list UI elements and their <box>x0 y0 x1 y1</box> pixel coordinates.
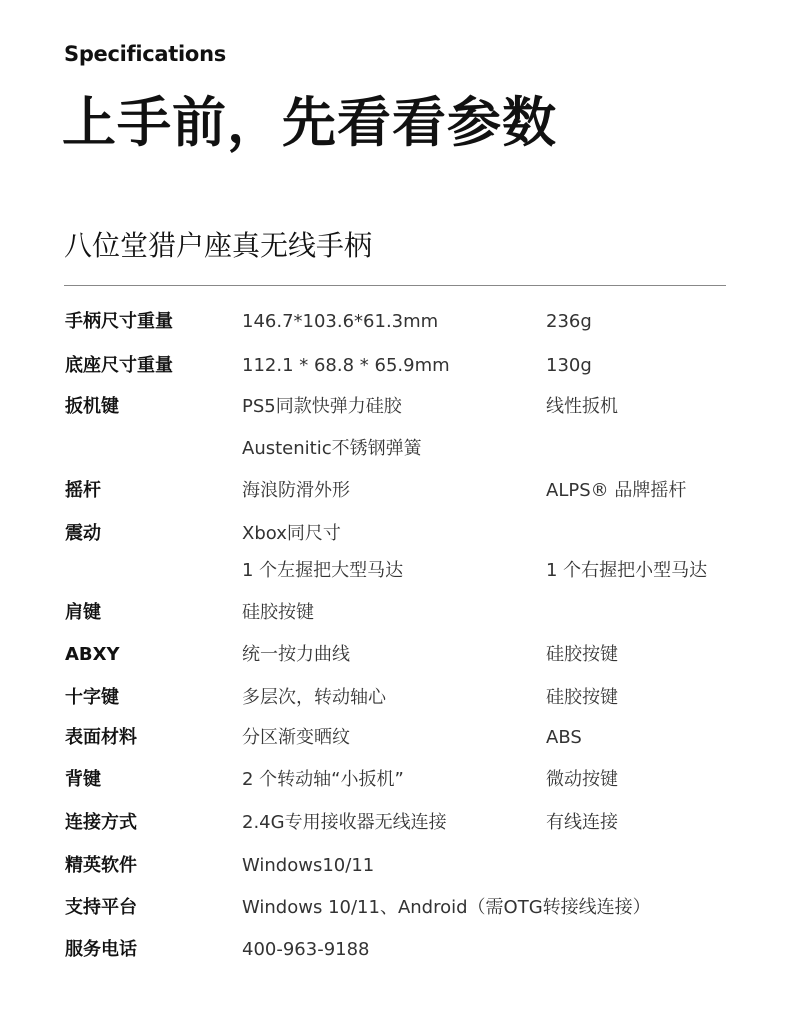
spec-row <box>0 683 790 713</box>
spec-label: 连接方式 <box>65 812 137 833</box>
spec-value-primary: 2.4G专用接收器无线连接 <box>242 812 447 833</box>
spec-label: 十字键 <box>65 687 119 708</box>
spec-value-secondary: 线性扳机 <box>546 396 618 417</box>
spec-value-primary: Austenitic不锈钢弹簧 <box>242 438 422 459</box>
spec-row <box>0 935 790 965</box>
spec-value-secondary: 硅胶按键 <box>546 687 618 708</box>
spec-label: 表面材料 <box>65 727 137 748</box>
spec-label: 摇杆 <box>65 480 101 501</box>
spec-value-primary: 多层次，转动轴心 <box>242 687 386 708</box>
spec-value-primary: 2 个转动轴“小扳机” <box>242 769 404 790</box>
spec-value-secondary: ABS <box>546 727 582 748</box>
spec-value-primary: 146.7*103.6*61.3mm <box>242 311 439 332</box>
spec-label: 扳机键 <box>65 396 119 417</box>
section-eyebrow: Specifications <box>64 42 226 66</box>
spec-row <box>0 598 790 628</box>
spec-value-secondary: ALPS® 品牌摇杆 <box>546 480 687 501</box>
spec-label: 震动 <box>65 523 101 544</box>
spec-value-secondary: 130g <box>546 355 592 376</box>
spec-row <box>0 893 790 923</box>
spec-row <box>0 765 790 795</box>
spec-value-secondary: 微动按键 <box>546 769 618 790</box>
spec-label: 服务电话 <box>65 939 137 960</box>
spec-value-secondary: 有线连接 <box>546 812 618 833</box>
spec-value-primary: 400-963-9188 <box>242 939 370 960</box>
spec-value-primary: 统一按力曲线 <box>242 644 350 665</box>
product-name: 八位堂猎户座真无线手柄 <box>64 229 373 262</box>
spec-value-primary: PS5同款快弹力硅胶 <box>242 396 402 417</box>
spec-value-primary: Windows10/11 <box>242 855 375 876</box>
spec-label: 手柄尺寸重量 <box>65 311 173 332</box>
spec-value-primary: 1 个左握把大型马达 <box>242 560 404 581</box>
spec-row <box>0 519 790 549</box>
spec-value-secondary: 236g <box>546 311 592 332</box>
spec-value-primary: 硅胶按键 <box>242 602 314 623</box>
spec-row <box>0 351 790 381</box>
spec-label: 肩键 <box>65 602 101 623</box>
spec-row <box>0 851 790 881</box>
spec-row <box>0 476 790 506</box>
spec-row <box>0 723 790 753</box>
spec-label: 底座尺寸重量 <box>65 355 173 376</box>
spec-row <box>0 392 790 422</box>
spec-value-primary: 112.1 * 68.8 * 65.9mm <box>242 355 450 376</box>
spec-row <box>0 307 790 337</box>
spec-value-primary: 分区渐变晒纹 <box>242 727 350 748</box>
spec-label: 精英软件 <box>65 855 137 876</box>
spec-label: ABXY <box>65 644 120 665</box>
page-headline: 上手前，先看看参数 <box>62 91 557 154</box>
divider-line <box>64 285 726 286</box>
spec-value-primary: Xbox同尺寸 <box>242 523 341 544</box>
spec-row <box>0 434 790 464</box>
spec-row <box>0 808 790 838</box>
spec-label: 背键 <box>65 769 101 790</box>
spec-value-secondary: 硅胶按键 <box>546 644 618 665</box>
spec-label: 支持平台 <box>65 897 137 918</box>
spec-value-primary: Windows 10/11、Android（需OTG转接线连接） <box>242 897 651 918</box>
spec-row <box>0 556 790 586</box>
spec-row <box>0 640 790 670</box>
spec-value-primary: 海浪防滑外形 <box>242 480 350 501</box>
spec-value-secondary: 1 个右握把小型马达 <box>546 560 708 581</box>
